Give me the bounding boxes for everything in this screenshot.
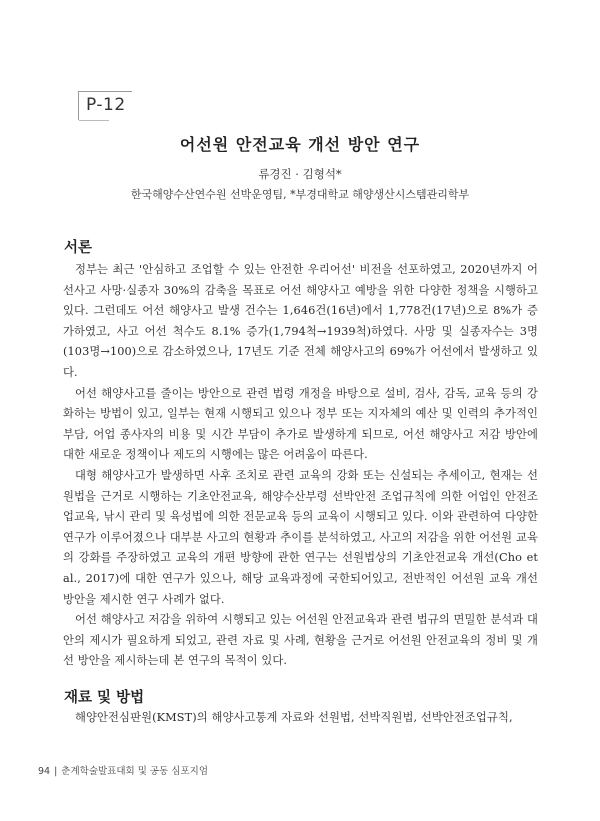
paragraph: 어선 해양사고 저감을 위하여 시행되고 있는 어선원 안전교육과 관련 법규의 면밀한 분석과 대안의 제시가 필요하게 되었고, 관련 자료 및 사례, 현황을 근거로 어선원 안전교육의 정비 및 개선 방안을 제시하는데 본 연구의 목적이 있다.	[63, 613, 538, 668]
paragraph: 해양안전심판원(KMST)의 해양사고통계 자료와 선원법, 선박직원법, 선박안전조업규칙,	[75, 711, 513, 724]
paragraph: 대형 해양사고가 발생하면 사후 조치로 관련 교육의 강화 또는 신설되는 추세이고, 현재는 선원법을 근거로 시행하는 기초안전교육, 해양수산부령 선박안전 조업규칙에 의한 어업인 안전조업교육, 낚시 관리 및 육성법에 의한 전문교육 등의 교육이 시행되고 있다. 이와 관련하여 다양한 연구가 이루어졌으나 대부분 사고의 현황과 추이를 분석하였고, 사고의 저감을 위한 어선원 교육의 강화를 주장하였고 교육의 개편 방향에 관한 연구는 선원법상의 기초안전교육 개선(Cho et al., 2017)에 대한 연구가 있으나, 해당 교육과정에 국한되어있고, 전반적인 어선원 교육 개선 방안을 제시한 연구 사례가 없다.	[63, 468, 538, 606]
paper-title: 어선원 안전교육 개선 방안 연구	[179, 135, 421, 154]
authors: 류경진 · 김형석*	[258, 167, 342, 181]
section-heading-methods: 재료 및 방법	[64, 690, 145, 706]
paragraph: 정부는 최근 '안심하고 조업할 수 있는 안전한 우리어선' 비전을 선포하였고, 2020년까지 어선사고 사망·실종자 30%의 감축을 목표로 어선 해양사고 예방을 위한 다양한 정책을 시행하고 있다. 그런데도 어선 해양사고 발생 건수는 1,646건(16년)에서 1,778건(17년)으로 8%가 증가하였고, 사고 어선 척수도 8.1% 증가(1,794척→1939척)하였다. 사망 및 실종자수는 3명(103명→100)으로 감소하였으나, 17년도 기준 전체 해양사고의 69%가 어선에서 발생하고 있다.	[63, 263, 538, 379]
footer-conference-name: 춘계학술발표대회 및 공동 심포지엄	[61, 766, 209, 777]
page-footer	[38, 763, 208, 777]
paragraph: 어선 해양사고를 줄이는 방안으로 관련 법령 개정을 바탕으로 설비, 검사, 감독, 교육 등의 강화하는 방법이 있고, 일부는 현재 시행되고 있으나 정부 또는 지자체의 예산 및 인력의 추가적인 부담, 어업 종사자의 비용 및 시간 부담이 추가로 발생하게 되므로, 어선 해양사고 저감 방안에 대한 새로운 정책이나 제도의 시행에는 많은 어려움이 따른다.	[63, 386, 538, 462]
affiliation: 한국해양수산연수원 선박운영팀, *부경대학교 해양생산시스템관리학부	[130, 188, 470, 201]
introduction-body	[63, 260, 538, 672]
methods-body	[63, 708, 538, 729]
poster-number-tag: P-12	[78, 91, 132, 120]
footer-separator: |	[54, 766, 58, 777]
page-number: 94	[38, 766, 51, 777]
section-heading-introduction: 서론	[64, 240, 93, 256]
